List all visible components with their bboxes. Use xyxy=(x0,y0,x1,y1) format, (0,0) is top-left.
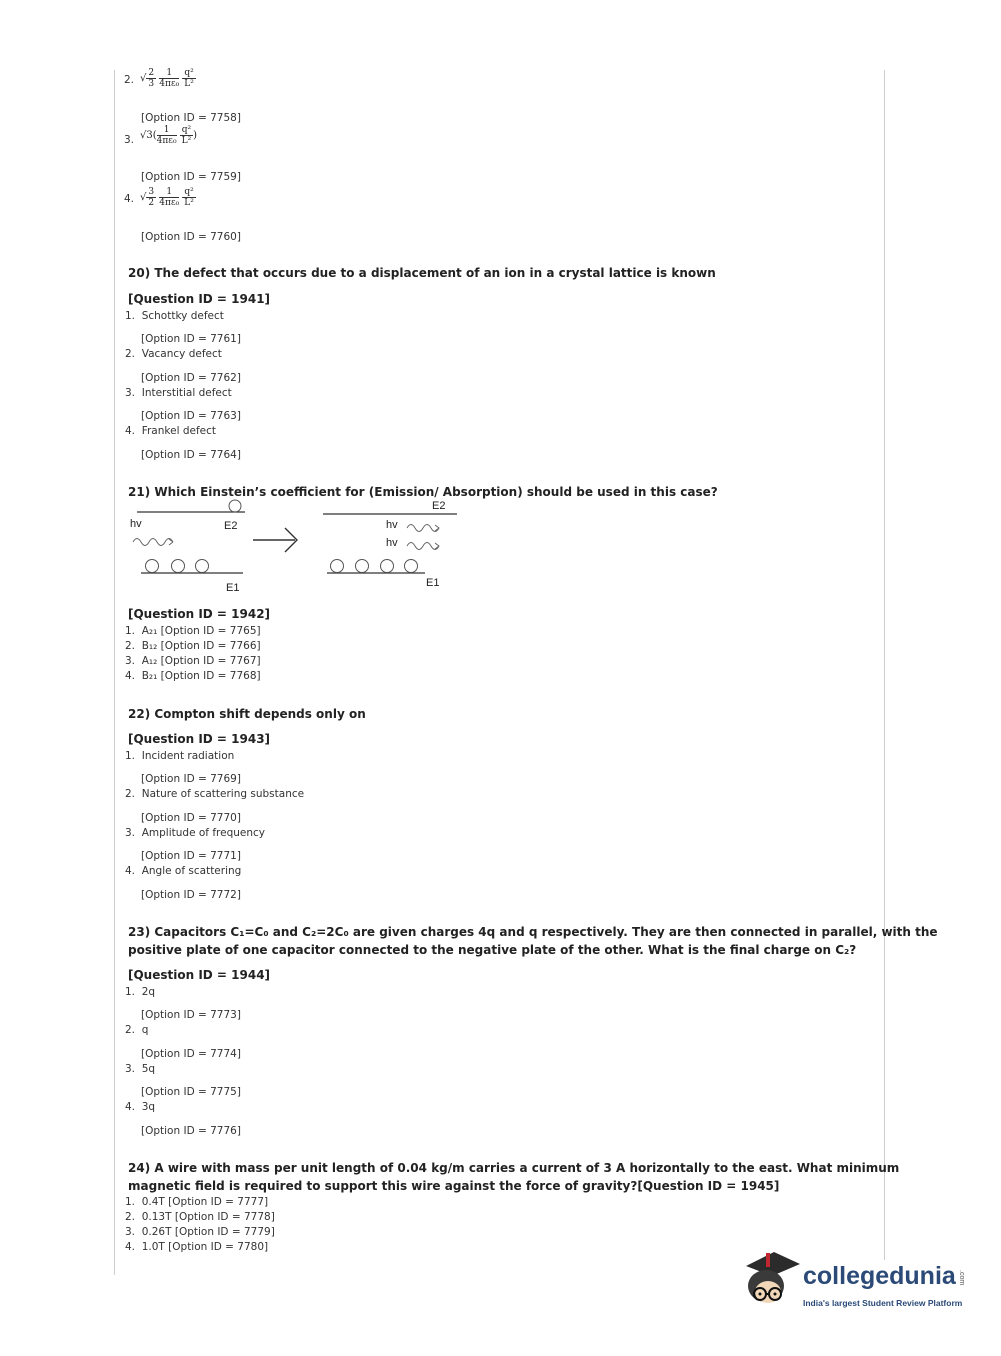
option: 2. B₁₂ [Option ID = 7766] xyxy=(125,640,261,652)
formula-option-2: √ $\frac{2}{3}$ $\frac{1}{\text{4πε₀}}$ $\frac{\text{q²}}{\text{L²}}$ xyxy=(140,68,194,89)
option-id: [Option ID = 7771] xyxy=(141,850,241,862)
logo-name: collegedunia xyxy=(803,1262,956,1290)
question-id: [Question ID = 1942] xyxy=(128,607,271,621)
option-id: [Option ID = 7776] xyxy=(141,1125,241,1137)
question-id: [Question ID = 1941] xyxy=(128,292,271,306)
option: 3. 0.26T [Option ID = 7779] xyxy=(125,1226,275,1238)
option-id: [Option ID = 7761] xyxy=(141,333,241,345)
formula-option-3: √3( $\frac{1}{\text{4πε₀}}$ $\frac{\text{q²}}{\text{L²}}$ ) xyxy=(140,125,198,146)
option: 1. Incident radiation xyxy=(125,750,235,762)
question-text-line-2: magnetic field is required to support this wire against the force of gravity?[Question ID = 1945] xyxy=(128,1179,780,1193)
option: 4. Angle of scattering xyxy=(125,865,242,877)
diagram-label-e2: E2 xyxy=(432,500,446,512)
option: 1. Schottky defect xyxy=(125,310,224,322)
question-text-line-2: positive plate of one capacitor connected to the negative plate of the other. What is the final charge on C₂? xyxy=(128,943,857,957)
option-id: [Option ID = 7774] xyxy=(141,1048,241,1060)
option: 3. A₁₂ [Option ID = 7767] xyxy=(125,655,261,667)
option: 2. Nature of scattering substance xyxy=(125,788,305,800)
option: 2. Vacancy defect xyxy=(125,348,222,360)
question-text-line-1: 23) Capacitors C₁=C₀ and C₂=2C₀ are given charges 4q and q respectively. They are then connected in parallel, with the xyxy=(128,925,938,939)
diagram-label-e1: E1 xyxy=(226,582,240,594)
diagram-label-hv: hv xyxy=(386,537,398,549)
diagram-label-hv: hv xyxy=(386,519,398,531)
option: 4. 1.0T [Option ID = 7780] xyxy=(125,1241,269,1253)
question-text: 21) Which Einstein’s coefficient for (Emission/ Absorption) should be used in this case? xyxy=(128,485,718,499)
question-id: [Question ID = 1944] xyxy=(128,968,271,982)
option: 1. A₂₁ [Option ID = 7765] xyxy=(125,625,261,637)
option-id: [Option ID = 7759] xyxy=(141,171,241,183)
option-id: [Option ID = 7763] xyxy=(141,410,241,422)
logo-tagline: India's largest Student Review Platform xyxy=(803,1298,963,1308)
formula-option-4: √ $\frac{3}{2}$ $\frac{1}{\text{4πε₀}}$ $\frac{\text{q²}}{\text{L²}}$ xyxy=(140,187,194,208)
option-id: [Option ID = 7772] xyxy=(141,889,241,901)
option: 2. q xyxy=(125,1024,149,1036)
option-id: [Option ID = 7769] xyxy=(141,773,241,785)
question-text-line-1: 24) A wire with mass per unit length of 0.04 kg/m carries a current of 3 A horizontally to the east. What minimum xyxy=(128,1161,900,1175)
right-margin-line xyxy=(884,70,885,1260)
option: 2. 0.13T [Option ID = 7778] xyxy=(125,1211,275,1223)
option-id: [Option ID = 7760] xyxy=(141,231,241,243)
option: 4. B₂₁ [Option ID = 7768] xyxy=(125,670,261,682)
option-id: [Option ID = 7762] xyxy=(141,372,241,384)
option: 1. 0.4T [Option ID = 7777] xyxy=(125,1196,269,1208)
option: 3. 5q xyxy=(125,1063,156,1075)
option-id: [Option ID = 7764] xyxy=(141,449,241,461)
option-id: [Option ID = 7770] xyxy=(141,812,241,824)
option-id: [Option ID = 7773] xyxy=(141,1009,241,1021)
option: 1. 2q xyxy=(125,986,156,998)
option: 3. Amplitude of frequency xyxy=(125,827,265,839)
left-margin-line xyxy=(114,70,115,1275)
question-text: 22) Compton shift depends only on xyxy=(128,707,366,721)
option: 4. Frankel defect xyxy=(125,425,216,437)
option-id: [Option ID = 7758] xyxy=(141,112,241,124)
diagram-label-e1: E1 xyxy=(426,577,440,589)
option-number: 3. xyxy=(124,134,135,146)
logo-suffix: .com xyxy=(958,1270,965,1286)
option: 4. 3q xyxy=(125,1101,156,1113)
question-text: 20) The defect that occurs due to a displacement of an ion in a crystal lattice is known xyxy=(128,266,716,280)
option-number: 2. xyxy=(124,74,135,86)
einstein-coefficient-diagram xyxy=(125,498,465,598)
option: 3. Interstitial defect xyxy=(125,387,232,399)
option-id: [Option ID = 7775] xyxy=(141,1086,241,1098)
diagram-label-hv: hv xyxy=(130,518,142,530)
mascot-icon xyxy=(742,1248,800,1312)
option-number: 4. xyxy=(124,193,135,205)
question-id: [Question ID = 1943] xyxy=(128,732,271,746)
diagram-label-e2: E2 xyxy=(224,520,238,532)
